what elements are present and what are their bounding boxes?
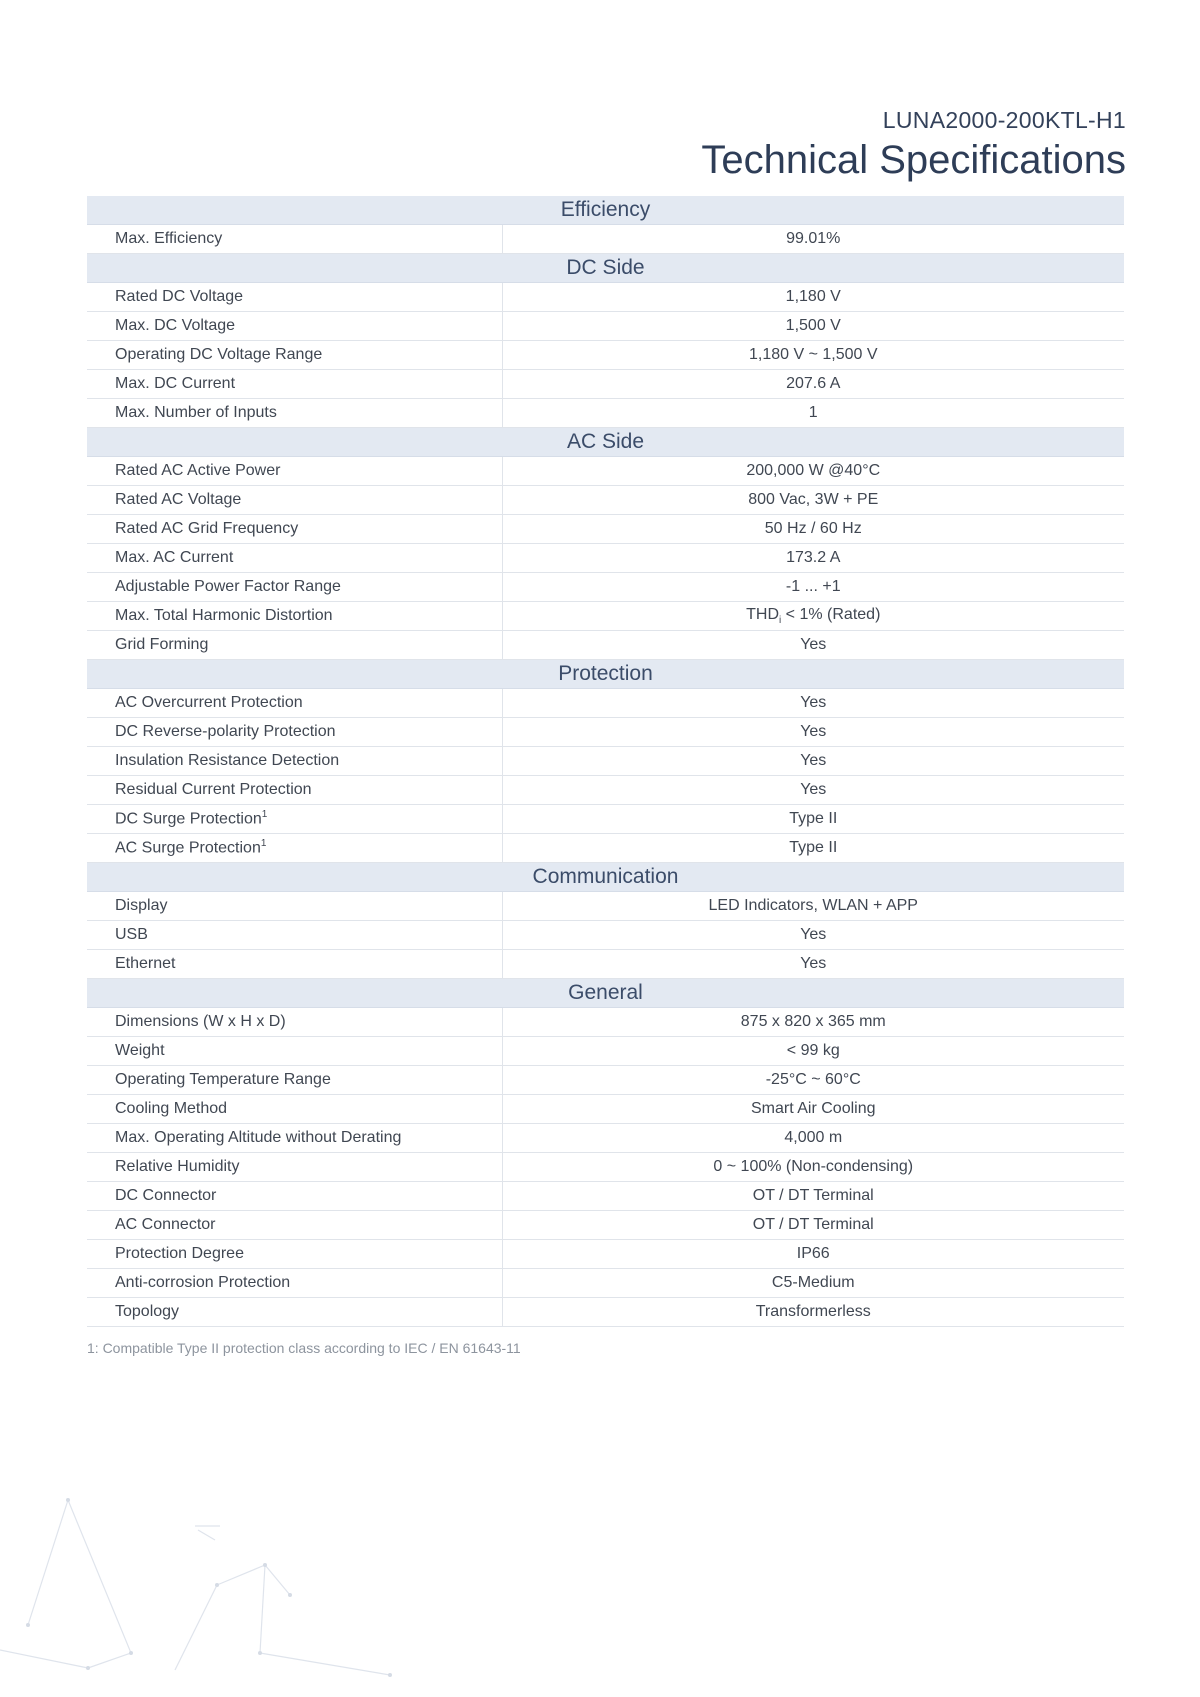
spec-row (87, 892, 1124, 921)
spec-label-cell (87, 921, 502, 950)
spec-row (87, 1269, 1124, 1298)
spec-value: 4,000 m (784, 1129, 843, 1146)
spec-value: 1,180 V ~ 1,500 V (748, 346, 878, 363)
spec-value-cell (502, 834, 1124, 863)
section-title: AC Side (87, 428, 1124, 457)
spec-value-cell (502, 1037, 1124, 1066)
spec-label-cell (87, 341, 502, 370)
footnote-marker: 1 (261, 809, 268, 821)
spec-label-cell (87, 457, 502, 486)
spec-label: AC Connector (115, 1216, 216, 1233)
spec-value-cell (502, 602, 1124, 631)
spec-value-cell (502, 283, 1124, 312)
spec-value-cell (502, 1211, 1124, 1240)
spec-label-cell (87, 573, 502, 602)
spec-row (87, 747, 1124, 776)
spec-row (87, 573, 1124, 602)
spec-row (87, 950, 1124, 979)
spec-value: OT / DT Terminal (752, 1187, 874, 1204)
spec-label-cell (87, 370, 502, 399)
spec-label: DC Surge Protection (115, 810, 262, 828)
spec-value-cell (502, 399, 1124, 428)
spec-value-cell (502, 1240, 1124, 1269)
spec-row (87, 689, 1124, 718)
spec-value: 1,500 V (785, 317, 841, 334)
spec-value-cell (502, 1095, 1124, 1124)
spec-row (87, 1298, 1124, 1327)
spec-value: < 1% (Rated) (781, 605, 881, 623)
section-header (87, 196, 1124, 225)
spec-label: Relative Humidity (115, 1158, 240, 1175)
spec-value-cell (502, 457, 1124, 486)
spec-label: Max. AC Current (115, 549, 234, 566)
spec-value: Yes (800, 694, 827, 711)
spec-row (87, 283, 1124, 312)
spec-value: < 99 kg (786, 1042, 840, 1059)
spec-table (87, 196, 1124, 1327)
spec-value: C5-Medium (771, 1274, 855, 1291)
spec-label: Max. Number of Inputs (115, 404, 277, 421)
spec-value: 50 Hz / 60 Hz (764, 520, 862, 537)
section-title: Efficiency (87, 196, 1124, 225)
spec-label: Insulation Resistance Detection (115, 752, 340, 769)
spec-row (87, 486, 1124, 515)
spec-value-cell (502, 544, 1124, 573)
spec-value: IP66 (796, 1245, 830, 1262)
spec-label: AC Overcurrent Protection (115, 694, 303, 711)
spec-value-prefix: THD (746, 605, 779, 623)
spec-row (87, 370, 1124, 399)
spec-row (87, 341, 1124, 370)
footnote: 1: Compatible Type II protection class according to IEC / EN 61643-11 (87, 1340, 521, 1356)
spec-value-cell (502, 776, 1124, 805)
spec-value-cell (502, 747, 1124, 776)
spec-row (87, 1066, 1124, 1095)
spec-label: DC Connector (115, 1187, 217, 1204)
spec-value: Type II (789, 839, 838, 856)
spec-value-cell (502, 1298, 1124, 1327)
spec-value-cell (502, 631, 1124, 660)
section-header (87, 660, 1124, 689)
spec-row (87, 805, 1124, 834)
spec-label-cell (87, 312, 502, 341)
spec-label-cell (87, 1153, 502, 1182)
spec-value: -25°C ~ 60°C (765, 1071, 861, 1088)
spec-row (87, 457, 1124, 486)
spec-value: 0 ~ 100% (Non-condensing) (713, 1158, 914, 1175)
spec-value: Yes (800, 752, 827, 769)
spec-value-cell (502, 805, 1124, 834)
spec-value: 1 (808, 404, 818, 421)
spec-label-cell (87, 834, 502, 863)
spec-value: OT / DT Terminal (752, 1216, 874, 1233)
document-header (701, 106, 1126, 184)
spec-label-cell (87, 1211, 502, 1240)
spec-value-cell (502, 312, 1124, 341)
spec-label: Anti-corrosion Protection (115, 1274, 291, 1291)
spec-row (87, 1211, 1124, 1240)
spec-label-cell (87, 225, 502, 254)
model-name: LUNA2000-200KTL-H1 (882, 107, 1126, 133)
spec-label: Protection Degree (115, 1245, 244, 1262)
spec-value: 99.01% (786, 230, 841, 247)
spec-label: Operating DC Voltage Range (115, 346, 323, 363)
spec-label: Ethernet (115, 955, 176, 972)
spec-value: 207.6 A (786, 375, 841, 392)
spec-row (87, 631, 1124, 660)
spec-label-cell (87, 747, 502, 776)
spec-label: Display (115, 897, 168, 914)
spec-row (87, 921, 1124, 950)
spec-label-cell (87, 631, 502, 660)
spec-label: Max. Total Harmonic Distortion (115, 607, 333, 624)
spec-label: Residual Current Protection (115, 781, 312, 798)
section-header (87, 254, 1124, 283)
spec-value-cell (502, 225, 1124, 254)
spec-value: Transformerless (755, 1303, 871, 1320)
spec-value: Yes (800, 781, 827, 798)
spec-row (87, 1008, 1124, 1037)
spec-label: DC Reverse-polarity Protection (115, 723, 336, 740)
spec-label: AC Surge Protection (115, 839, 261, 857)
spec-value-cell (502, 486, 1124, 515)
spec-label: Max. DC Current (115, 375, 236, 392)
spec-value: Type II (789, 810, 838, 827)
spec-value: -1 ... +1 (785, 578, 841, 595)
spec-label-cell (87, 544, 502, 573)
spec-label-cell (87, 1008, 502, 1037)
spec-value: Yes (800, 723, 827, 740)
spec-label-cell (87, 718, 502, 747)
spec-value-cell (502, 1008, 1124, 1037)
spec-value: 800 Vac, 3W + PE (748, 491, 879, 508)
spec-value: Yes (800, 636, 827, 653)
spec-value: Smart Air Cooling (751, 1100, 876, 1117)
spec-value: 1,180 V (785, 288, 841, 305)
spec-label: Operating Temperature Range (115, 1071, 331, 1088)
spec-row (87, 225, 1124, 254)
spec-label: Grid Forming (115, 636, 209, 653)
spec-value-cell (502, 689, 1124, 718)
spec-label-cell (87, 515, 502, 544)
spec-label-cell (87, 776, 502, 805)
spec-label: Rated AC Active Power (115, 462, 281, 479)
spec-value-cell (502, 1269, 1124, 1298)
spec-label-cell (87, 1095, 502, 1124)
spec-label: Dimensions (W x H x D) (115, 1013, 286, 1030)
section-header (87, 863, 1124, 892)
section-header (87, 428, 1124, 457)
spec-label: Cooling Method (115, 1100, 228, 1117)
spec-row (87, 515, 1124, 544)
spec-label: Max. Operating Altitude without Derating (115, 1129, 402, 1146)
spec-row (87, 602, 1124, 631)
spec-label-cell (87, 892, 502, 921)
spec-label: Max. Efficiency (115, 230, 223, 247)
spec-value-cell (502, 370, 1124, 399)
section-title: DC Side (87, 254, 1124, 283)
spec-label: Adjustable Power Factor Range (115, 578, 341, 595)
spec-label: Rated AC Voltage (115, 491, 242, 508)
spec-value: 875 x 820 x 365 mm (740, 1013, 886, 1030)
spec-value-cell (502, 921, 1124, 950)
spec-label-cell (87, 950, 502, 979)
spec-label: Topology (115, 1303, 180, 1320)
decorative-constellation-graphic (0, 1490, 420, 1690)
spec-value-cell (502, 1066, 1124, 1095)
spec-value: 173.2 A (786, 549, 841, 566)
spec-label-cell (87, 486, 502, 515)
spec-label-cell (87, 1066, 502, 1095)
spec-value: LED Indicators, WLAN + APP (708, 897, 918, 914)
spec-label: Max. DC Voltage (115, 317, 236, 334)
spec-row (87, 718, 1124, 747)
footnote-marker: 1 (260, 838, 267, 850)
spec-label-cell (87, 283, 502, 312)
spec-label-cell (87, 399, 502, 428)
spec-value: 200,000 W @40°C (746, 462, 881, 479)
spec-label-cell (87, 1124, 502, 1153)
spec-row (87, 312, 1124, 341)
spec-label: Rated DC Voltage (115, 288, 244, 305)
spec-value-cell (502, 573, 1124, 602)
spec-row (87, 544, 1124, 573)
spec-row (87, 1240, 1124, 1269)
spec-row (87, 834, 1124, 863)
spec-value: Yes (800, 955, 827, 972)
spec-label-cell (87, 1037, 502, 1066)
spec-value-cell (502, 950, 1124, 979)
spec-label-cell (87, 1182, 502, 1211)
spec-value: Yes (800, 926, 827, 943)
spec-row (87, 1037, 1124, 1066)
spec-row (87, 1124, 1124, 1153)
spec-row (87, 776, 1124, 805)
spec-label-cell (87, 689, 502, 718)
spec-label: Rated AC Grid Frequency (115, 520, 299, 537)
spec-label-cell (87, 602, 502, 631)
spec-row (87, 1182, 1124, 1211)
spec-label-cell (87, 1240, 502, 1269)
spec-label-cell (87, 1298, 502, 1327)
spec-value-subscript: i (779, 615, 782, 627)
section-title: Communication (87, 863, 1124, 892)
spec-row (87, 1095, 1124, 1124)
page-title: Technical Specifications (701, 138, 1126, 182)
section-title: Protection (87, 660, 1124, 689)
spec-value-cell (502, 718, 1124, 747)
spec-label: Weight (115, 1042, 165, 1059)
spec-value-cell (502, 1153, 1124, 1182)
spec-label: USB (115, 926, 148, 943)
spec-value-cell (502, 515, 1124, 544)
spec-row (87, 399, 1124, 428)
spec-value-cell (502, 341, 1124, 370)
spec-label-cell (87, 1269, 502, 1298)
spec-row (87, 1153, 1124, 1182)
spec-label-cell (87, 805, 502, 834)
spec-value-cell (502, 892, 1124, 921)
section-header (87, 979, 1124, 1008)
spec-value-cell (502, 1124, 1124, 1153)
section-title: General (87, 979, 1124, 1008)
spec-value-cell (502, 1182, 1124, 1211)
